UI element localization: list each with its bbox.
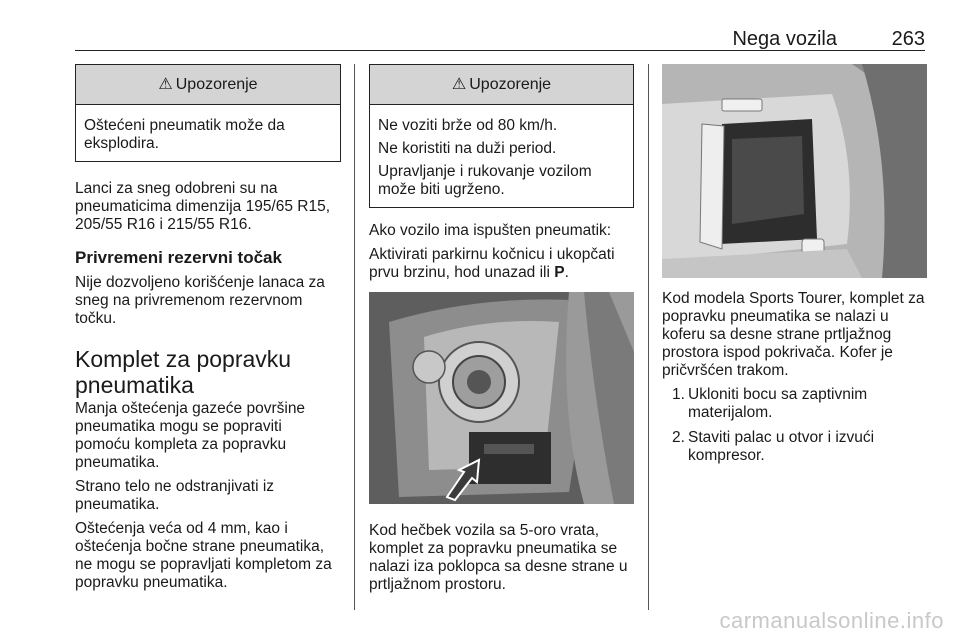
sports-tourer-kit-illustration [662, 64, 927, 278]
list-item [662, 386, 927, 422]
warning-text: Oštećeni pneumatik može da eksplodira. [84, 117, 285, 152]
text-run: Aktivirati parkirnu kočnicu i ukopčati prvu brzinu, hod unazad ili [369, 246, 615, 281]
paragraph: Manja oštećenja gazeće površine pneumatika mogu se popraviti pomoću kompleta za popravku pneumatika. [75, 400, 306, 471]
warning-triangle-icon: ⚠ [451, 75, 467, 93]
warning-line: Upravljanje i rukovanje vozilom može biti ugrženo. [378, 163, 592, 198]
sports-tourer-trunk-photo [662, 64, 927, 278]
hatchback-trunk-photo [369, 292, 634, 504]
paragraph: Kod hečbek vozila sa 5-oro vrata, komplet za popravku pneumatika se nalazi iza poklopca sa desne strane u prtljažnom prostoru. [369, 522, 628, 593]
warning-line: Ne voziti brže od 80 km/h. [378, 117, 558, 134]
warning-header [76, 65, 340, 105]
column-divider [648, 64, 649, 610]
text-run: . [564, 264, 569, 281]
warning-header [370, 65, 633, 105]
page-title: Nega vozila [732, 28, 837, 50]
warning-line: Ne koristiti na duži period. [378, 140, 557, 157]
warning-body [76, 105, 340, 161]
column-3 [662, 64, 927, 472]
column-1 [75, 64, 341, 598]
warning-body [370, 105, 633, 207]
section-heading-repair-kit: Komplet za popravku pneumatika [75, 346, 292, 398]
steps-list [662, 386, 927, 465]
page-header [75, 18, 925, 51]
step-text: Staviti palac u otvor i izvući kompresor. [688, 429, 875, 464]
warning-triangle-icon: ⚠ [158, 75, 173, 93]
step-number: 2. [672, 429, 685, 446]
hatchback-kit-illustration [369, 292, 634, 504]
watermark: carmanualsonline.info [719, 608, 944, 633]
list-item [662, 429, 927, 465]
step-number: 1. [672, 386, 685, 403]
paragraph: Lanci za sneg odobreni su na pneumaticima dimenzija 195/65 R15, 205/55 R16 i 215/55 R16. [75, 180, 331, 233]
section-heading-spare-wheel: Privremeni rezervni točak [75, 248, 282, 267]
warning-box [75, 64, 341, 162]
column-divider [354, 64, 355, 610]
page-number: 263 [891, 28, 925, 50]
paragraph: Ako vozilo ima ispušten pneumatik: [369, 222, 612, 239]
step-text: Ukloniti bocu sa zaptivnim materijalom. [688, 386, 868, 421]
gear-letter: P [554, 264, 565, 281]
paragraph: Oštećenja veća od 4 mm, kao i oštećenja bočne strane pneumatika, ne mogu se popravljati kompletom za popravku pneumatika. [75, 520, 332, 591]
paragraph: Strano telo ne odstranjivati iz pneumatika. [75, 478, 275, 513]
paragraph [369, 246, 634, 282]
paragraph: Nije dozvoljeno korišćenje lanaca za sneg na privremenom rezervnom točku. [75, 274, 325, 327]
column-2 [369, 64, 634, 600]
warning-box [369, 64, 634, 208]
warning-label: Upozorenje [175, 75, 258, 93]
warning-label: Upozorenje [469, 75, 552, 93]
paragraph: Kod modela Sports Tourer, komplet za popravku pneumatika se nalazi u koferu sa desne strane prtljažnog prostora ispod pokrivača. Kofer je pričvršćen trakom. [662, 290, 925, 379]
